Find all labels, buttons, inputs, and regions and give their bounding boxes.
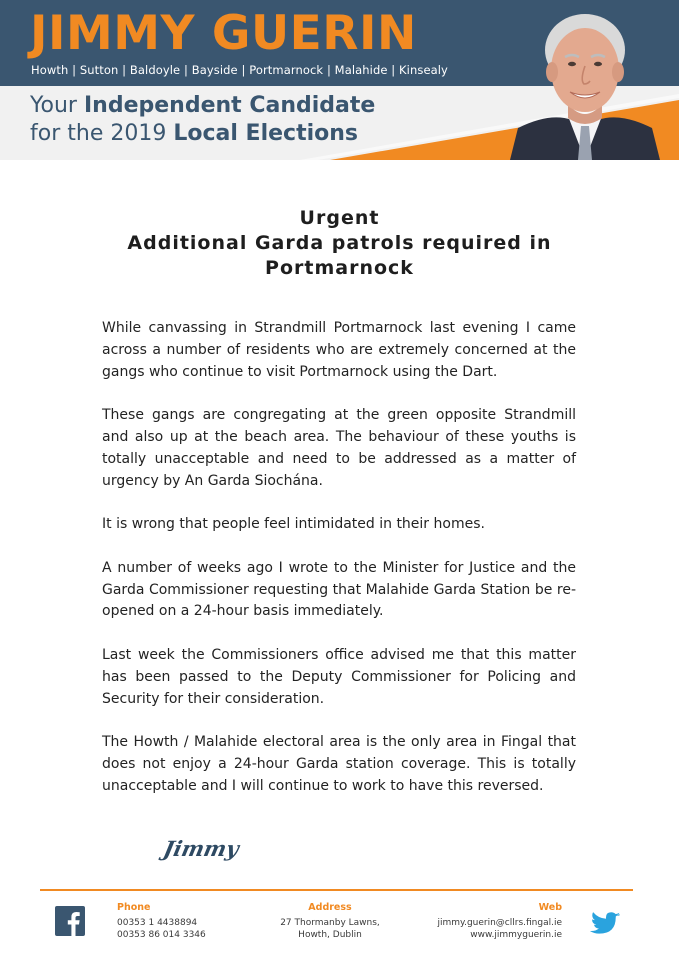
constituency-areas: Howth | Sutton | Baldoyle | Bayside | Portmarnock | Malahide | Kinsealy <box>31 63 448 77</box>
press-release-title <box>0 206 679 281</box>
phone-number-landline[interactable]: 00353 1 4438894 <box>117 918 198 928</box>
footer-address <box>264 902 396 941</box>
phone-number-mobile[interactable]: 00353 86 014 3346 <box>117 930 206 940</box>
campaign-tagline <box>30 92 375 148</box>
footer-web <box>400 902 562 941</box>
body-paragraph: These gangs are congregating at the green opposite Strandmill and also up at the beach area. The behaviour of these youths is totally unacceptable and need to be addressed as a matter of urgency by An Garda Siochána. <box>102 407 576 489</box>
phone-label: Phone <box>117 902 151 913</box>
title-line-urgent: Urgent <box>299 207 380 229</box>
tagline-line2-bold: Local Elections <box>173 121 359 146</box>
body-paragraph: Last week the Commissioners office advised me that this matter has been passed to the Deputy Commissioner for Policing and Security for their consideration. <box>102 646 576 707</box>
footer-phone <box>117 902 206 941</box>
candidate-portrait <box>510 8 660 160</box>
candidate-name: JIMMY GUERIN <box>30 6 417 61</box>
web-label: Web <box>538 902 562 913</box>
body-paragraph: The Howth / Malahide electoral area is the only area in Fingal that does not enjoy a 24-hour Garda station coverage. This is totally unacceptable and I will continue to work to have this reversed. <box>102 734 576 794</box>
tagline-line1-prefix: Your <box>30 93 84 118</box>
address-label: Address <box>308 902 352 913</box>
facebook-icon[interactable] <box>55 906 85 936</box>
campaign-header <box>0 0 679 160</box>
body-paragraph: It is wrong that people feel intimidated in their homes. <box>102 516 485 533</box>
title-line-main: Additional Garda patrols required in <box>127 232 552 254</box>
address-line1: 27 Thormanby Lawns, <box>280 918 380 928</box>
website-link[interactable]: www.jimmyguerin.ie <box>470 930 562 940</box>
twitter-icon[interactable] <box>586 907 620 936</box>
press-release-body <box>102 318 576 819</box>
footer-divider <box>40 889 633 891</box>
address-line2: Howth, Dublin <box>298 930 362 940</box>
tagline-line1-bold: Independent Candidate <box>83 93 376 118</box>
body-paragraph: A number of weeks ago I wrote to the Minister for Justice and the Garda Commissioner requesting that Malahide Garda Station be re-opened on a 24-hour basis immediately. <box>102 559 576 620</box>
body-paragraph: While canvassing in Strandmill Portmarnock last evening I came across a number of residents who are extremely concerned at the gangs who continue to visit Portmarnock using the Dart. <box>102 320 576 380</box>
email-link[interactable]: jimmy.guerin@cllrs.fingal.ie <box>437 918 562 928</box>
tagline-line2-prefix: for the 2019 <box>30 121 174 146</box>
title-line-location: Portmarnock <box>265 257 414 279</box>
handwritten-signature: Jimmy <box>161 836 242 861</box>
